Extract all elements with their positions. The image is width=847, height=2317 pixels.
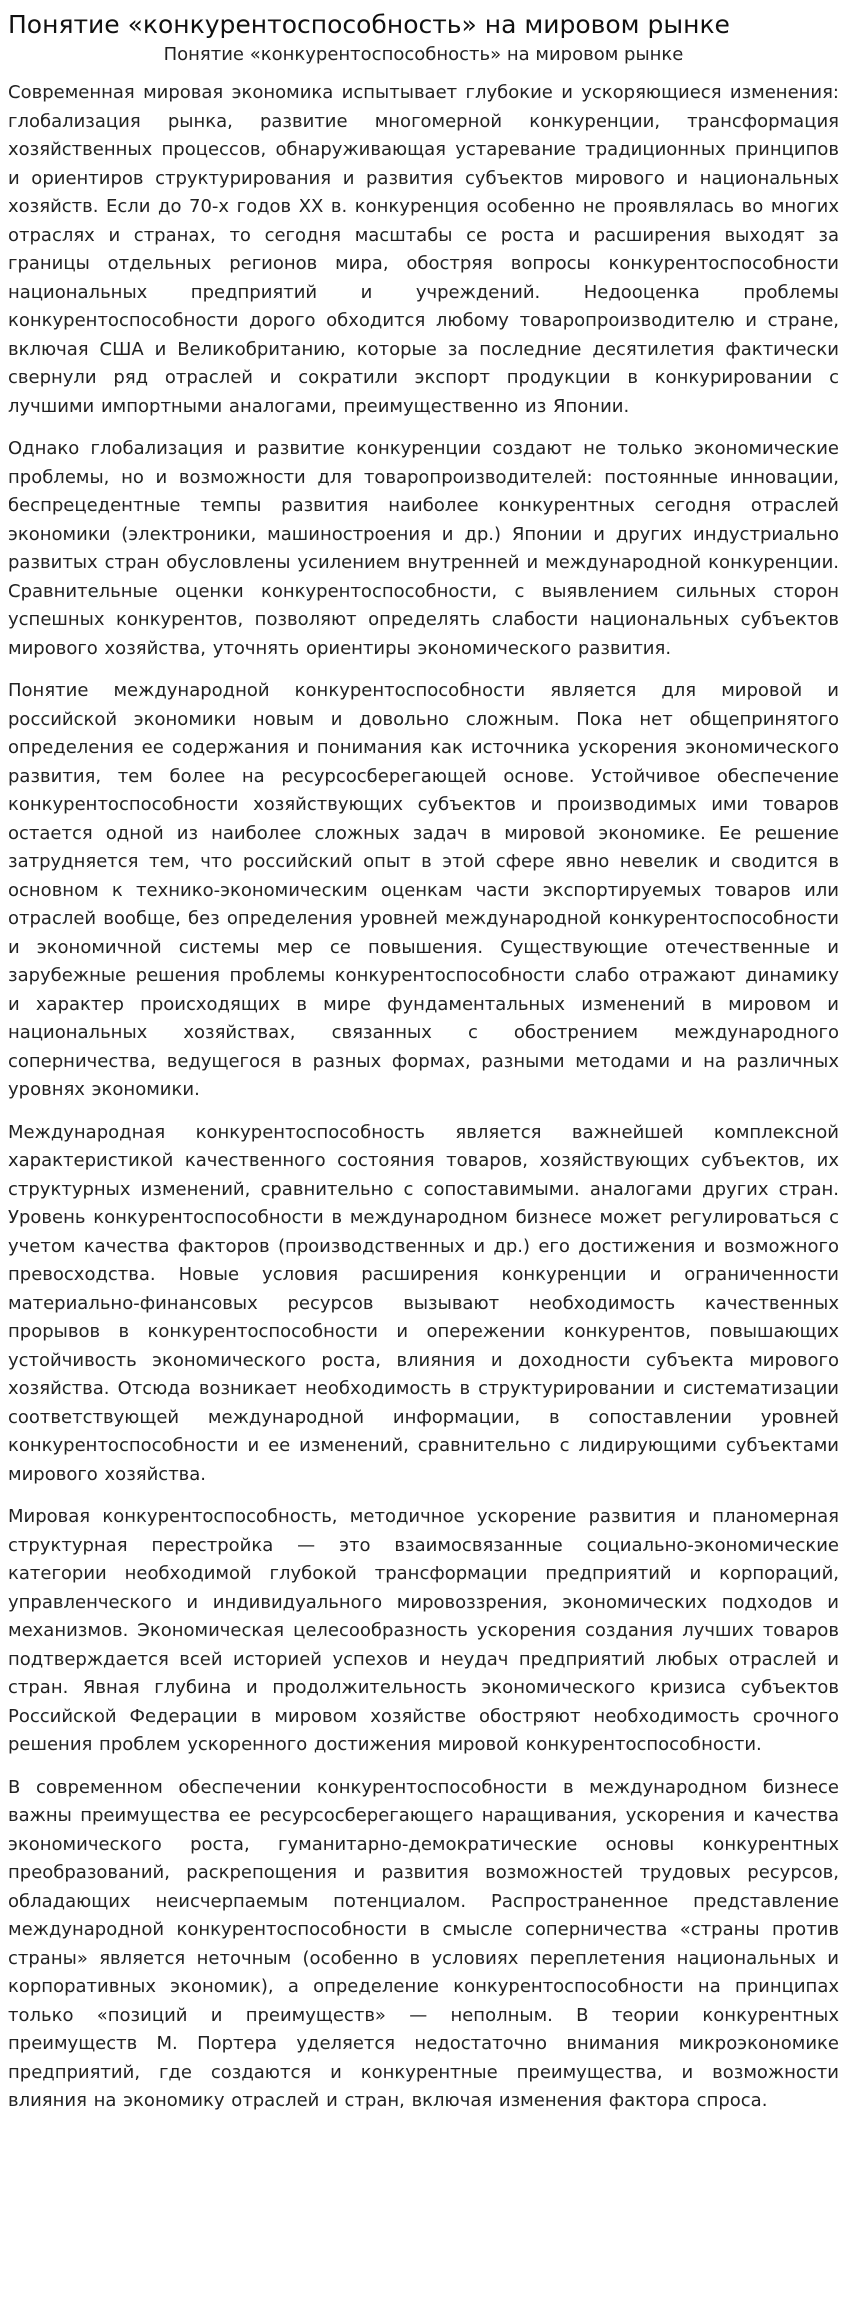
article-body [8, 79, 839, 2116]
paragraph: Мировая конкурентоспособность, методичное ускорение развития и планомерная структурная перестройка — это взаимосвязанные социально-экономические категории необходимой глубокой трансформации предприятий и корпораций, управленческого и индивидуального мировоззрения, экономических подходов и механизмов. Экономическая целесообразность ускорения создания лучших товаров подтверждается всей историей успехов и неудач предприятий любых отраслей и стран. Явная глубина и продолжительность экономического кризиса субъектов Российской Федерации в мировом хозяйстве обостряют необходимость срочного решения проблем ускоренного достижения мировой конкурентоспособности. [8, 1506, 839, 1755]
paragraph: Международная конкурентоспособность является важнейшей комплексной характеристикой качественного состояния товаров, хозяйствующих субъектов, их структурных изменений, сравнительно с сопоставимыми. аналогами других стран. Уровень конкурентоспособности в международном бизнесе может регулироваться с учетом качества факторов (производственных и др.) его достижения и возможного превосходства. Новые условия расширения конкуренции и ограниченности материально-финансовых ресурсов вызывают необходимость качественных прорывов в конкурентоспособности и опережении конкурентов, повышающих устойчивость экономического роста, влияния и доходности субъекта мирового хозяйства. Отсюда возникает необходимость в структурировании и систематизации соответствующей международной информации, в сопоставлении уровней конкурентоспособности и ее изменений, сравнительно с лидирующими субъектами мирового хозяйства. [8, 1121, 839, 1485]
article-subtitle: Понятие «конкурентоспособность» на мировом рынке [163, 44, 684, 65]
paragraph: Понятие международной конкурентоспособности является для мировой и российской экономики новым и довольно сложным. Пока нет общепринятого определения ее содержания и понимания как источника ускорения экономического развития, тем более на ресурсосберегающей основе. Устойчивое обеспечение конкурентоспособности хозяйствующих субъектов и производимых ими товаров остается одной из наиболее сложных задач в мировой экономике. Ее решение затрудняется тем, что российский опыт в этой сфере явно невелик и сводится в основном к технико-экономическим оценкам части экспортируемых товаров или отраслей вообще, без определения уровней международной конкурентоспособности и экономичной системы мер се повышения. Существующие отечественные и зарубежные решения проблемы конкурентоспособности слабо отражают динамику и характер происходящих в мире фундаментальных изменений в мировом и национальных хозяйствах, связанных с обострением международного соперничества, ведущегося в разных формах, разными методами и на различных уровнях экономики. [8, 680, 839, 1100]
paragraph: В современном обеспечении конкурентоспособности в международном бизнесе важны преимущества ее ресурсосберегающего наращивания, ускорения и качества экономического роста, гуманитарно-демократические основы конкурентных преобразований, раскрепощения и развития возможностей трудовых ресурсов, обладающих неисчерпаемым потенциалом. Распространенное представление международной конкурентоспособности в смысле соперничества «страны против страны» является неточным (особенно в условиях переплетения национальных и корпоративных экономик), а определение конкурентоспособности на принципах только «позиций и преимуществ» — неполным. В теории конкурентных преимуществ М. Портера уделяется недостаточно внимания микроэкономике предприятий, где создаются и конкурентные преимущества, и возможности влияния на экономику отраслей и стран, включая изменения фактора спроса. [8, 1776, 839, 2111]
paragraph: Однако глобализация и развитие конкуренции создают не только экономические проблемы, но и возможности для товаропроизводителей: постоянные инновации, беспрецедентные темпы развития наиболее конкурентных сегодня отраслей экономики (электроники, машиностроения и др.) Японии и других индустриально развитых стран обусловлены усилением внутренней и международной конкуренции. Сравнительные оценки конкурентоспособности, с выявлением сильных сторон успешных конкурентов, позволяют определять слабости национальных субъектов мирового хозяйства, уточнять ориентиры экономического развития. [8, 438, 839, 659]
paragraph: Современная мировая экономика испытывает глубокие и ускоряющиеся изменения: глобализация рынка, развитие многомерной конкуренции, трансформация хозяйственных процессов, обнаруживающая устаревание традиционных принципов и ориентиров структурирования и развития субъектов мирового и национальных хозяйств. Если до 70-х годов XX в. конкуренция особенно не проявлялась во многих отраслях и странах, то сегодня масштабы се роста и расширения выходят за границы отдельных регионов мира, обостряя вопросы конкурентоспособности национальных предприятий и учреждений. Недооценка проблемы конкурентоспособности дорого обходится любому товаропроизводителю и стране, включая США и Великобританию, которые за последние десятилетия фактически свернули ряд отраслей и сократили экспорт продукции в конкурировании с лучшими импортными аналогами, преимущественно из Японии. [8, 82, 839, 417]
page-title: Понятие «конкурентоспособность» на мировом рынке [8, 10, 730, 39]
